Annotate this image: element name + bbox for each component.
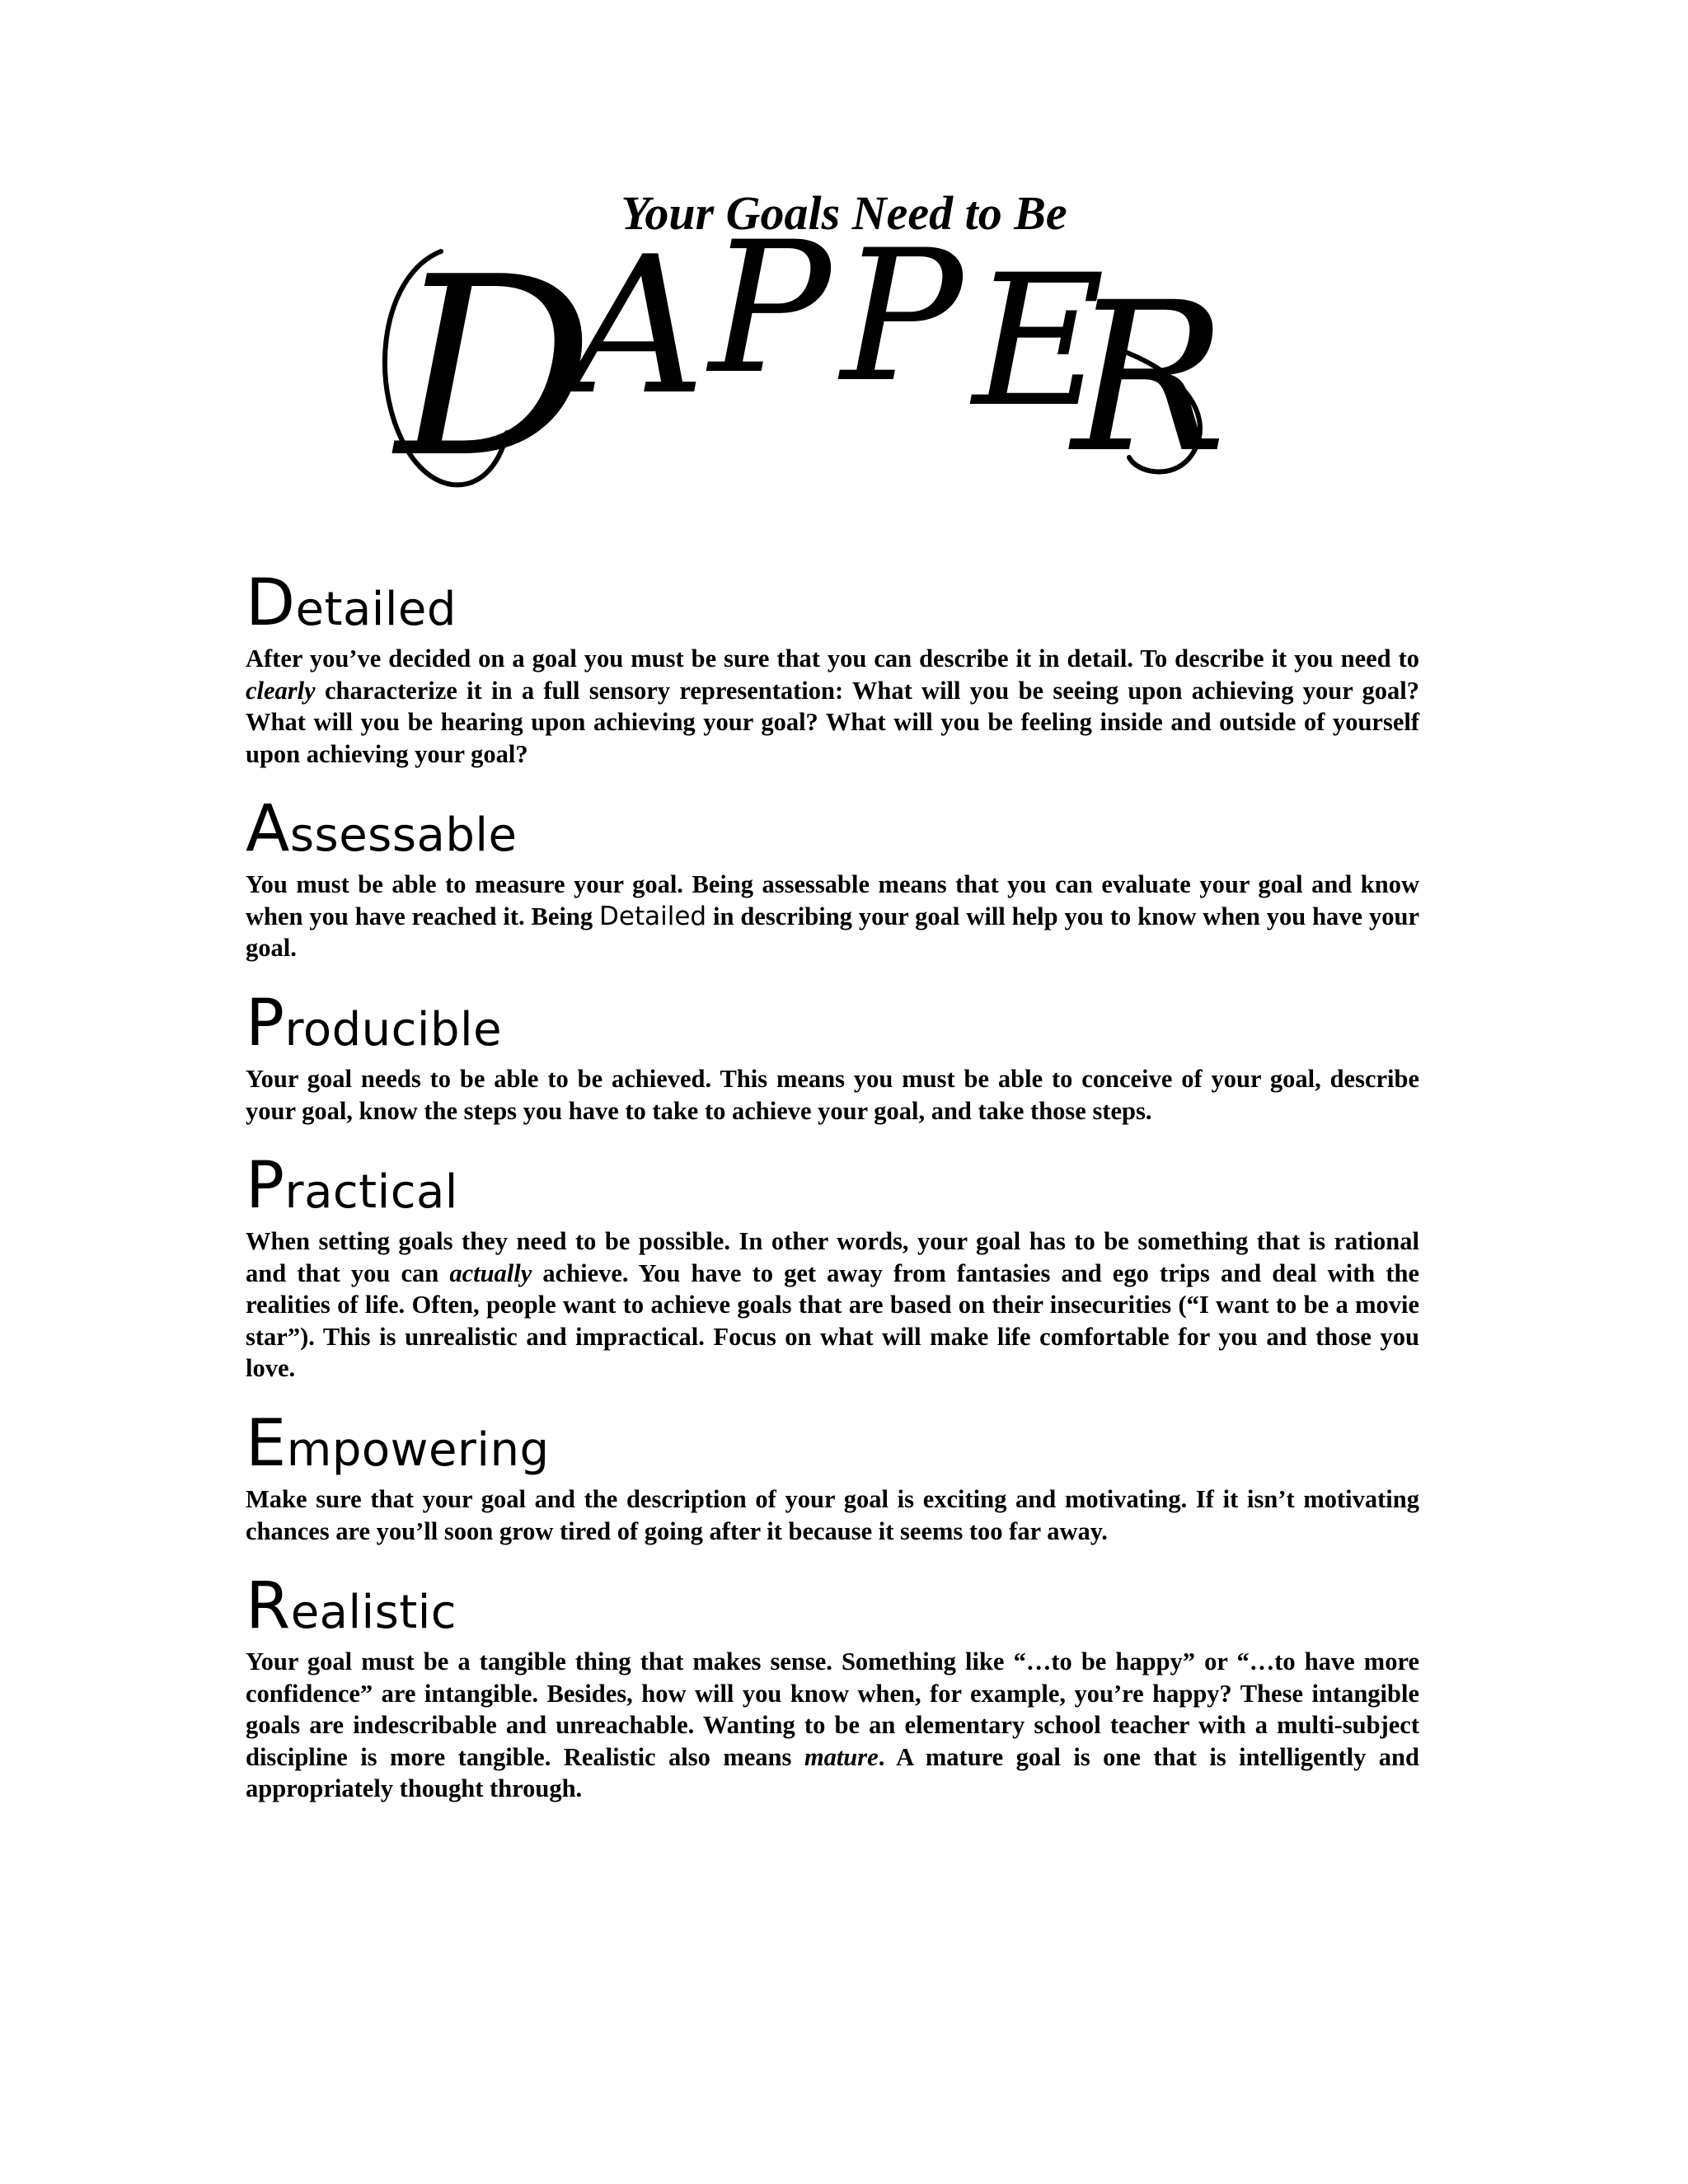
body-text: Make sure that your goal and the description of your goal is exciting and motivating. If it isn’t motivating chances are you’ll soon grow tired of going after it because it seems too far away. bbox=[246, 1485, 1419, 1545]
content bbox=[246, 566, 1419, 1830]
body-text: . A mature goal is one that is intelligently and appropriately thought through. bbox=[246, 1742, 1419, 1803]
heading-rest: ealistic bbox=[290, 1586, 457, 1640]
heading-initial: A bbox=[246, 792, 290, 867]
section-assessable bbox=[246, 794, 1419, 964]
body-emphasis: clearly bbox=[246, 676, 316, 705]
wordmark-letter-p2: P bbox=[841, 211, 964, 422]
body-text: characterize it in a full sensory representation: What will you be seeing upon achieving your goal? What will you be hearing upon achieving your goal? What will you be feeling inside and outside of yourself upon achieving your goal? bbox=[246, 676, 1419, 768]
body-emphasis: mature bbox=[804, 1742, 879, 1771]
section-producible bbox=[246, 986, 1419, 1127]
section-detailed bbox=[246, 566, 1419, 770]
section-practical bbox=[246, 1151, 1419, 1385]
body-text: Your goal must be a tangible thing that makes sense. Something like “…to be happy” or “…to have more confidence” are intangible. Besides, how will you know when, for example, you’re happy? These intangible goals are indescribable and unreachable. Wanting to be an elementary school teacher with a multi-subject discipline is more tangible. Realistic also means bbox=[246, 1647, 1419, 1771]
heading-rest: mpowering bbox=[286, 1422, 550, 1477]
body-text: When setting goals they need to be possible. In other words, your goal has to be something that is rational and that you can bbox=[246, 1227, 1419, 1287]
heading-rest: etailed bbox=[295, 583, 457, 636]
inline-term-detailed: Detailed bbox=[599, 901, 707, 931]
section-body-detailed bbox=[246, 643, 1419, 770]
wordmark-letter-r: R bbox=[1071, 258, 1227, 498]
heading-initial: P bbox=[246, 986, 285, 1061]
heading-rest: ssessable bbox=[289, 808, 518, 863]
section-heading-empowering bbox=[246, 1406, 1419, 1481]
body-text: You must be able to measure your goal. Being assessable means that you can evaluate your goal and know when you have reached it. Being bbox=[246, 870, 1419, 930]
body-text: Your goal needs to be able to be achieved. This means you must be able to conceive of your goal, describe your goal, know the steps you have to take to achieve your goal, and take those steps. bbox=[246, 1065, 1419, 1125]
heading-rest: ractical bbox=[284, 1165, 458, 1220]
section-body-assessable bbox=[246, 869, 1419, 964]
wordmark-letter-d: D bbox=[396, 224, 594, 512]
body-text: in describing your goal will help you to know when you have your goal. bbox=[246, 902, 1419, 963]
heading-initial: R bbox=[246, 1569, 291, 1644]
section-body-empowering bbox=[246, 1483, 1419, 1547]
section-heading-assessable bbox=[246, 792, 1419, 867]
heading-rest: roducible bbox=[284, 1002, 503, 1057]
body-text: After you’ve decided on a goal you must be sure that you can describe it in detail. To describe it you need to bbox=[246, 644, 1419, 673]
section-empowering bbox=[246, 1406, 1419, 1547]
body-text: achieve. You have to get away from fantasies and ego trips and deal with the realities of life. Often, people want to achieve goals that are based on their insecurities (“I want to be a movie star”). This is unrealistic and impractical. Focus on what will make life comfortable for you and those you love. bbox=[246, 1258, 1419, 1383]
heading-initial: E bbox=[246, 1406, 287, 1481]
section-heading-detailed bbox=[246, 566, 1419, 640]
heading-initial: D bbox=[246, 566, 296, 640]
section-body-producible bbox=[246, 1063, 1419, 1127]
section-heading-practical bbox=[246, 1149, 1419, 1224]
page-title: Your Goals Need to Be bbox=[621, 186, 1067, 240]
wordmark-letter-p1: P bbox=[709, 203, 832, 414]
wordmark-letter-a: A bbox=[569, 217, 706, 437]
wordmark-letter-e: E bbox=[973, 236, 1105, 447]
section-realistic bbox=[246, 1569, 1419, 1805]
body-emphasis: actually bbox=[449, 1258, 532, 1287]
section-heading-producible bbox=[246, 986, 1419, 1061]
section-body-practical bbox=[246, 1226, 1419, 1385]
section-body-realistic bbox=[246, 1646, 1419, 1805]
section-heading-realistic bbox=[246, 1569, 1419, 1644]
heading-initial: P bbox=[246, 1149, 285, 1224]
